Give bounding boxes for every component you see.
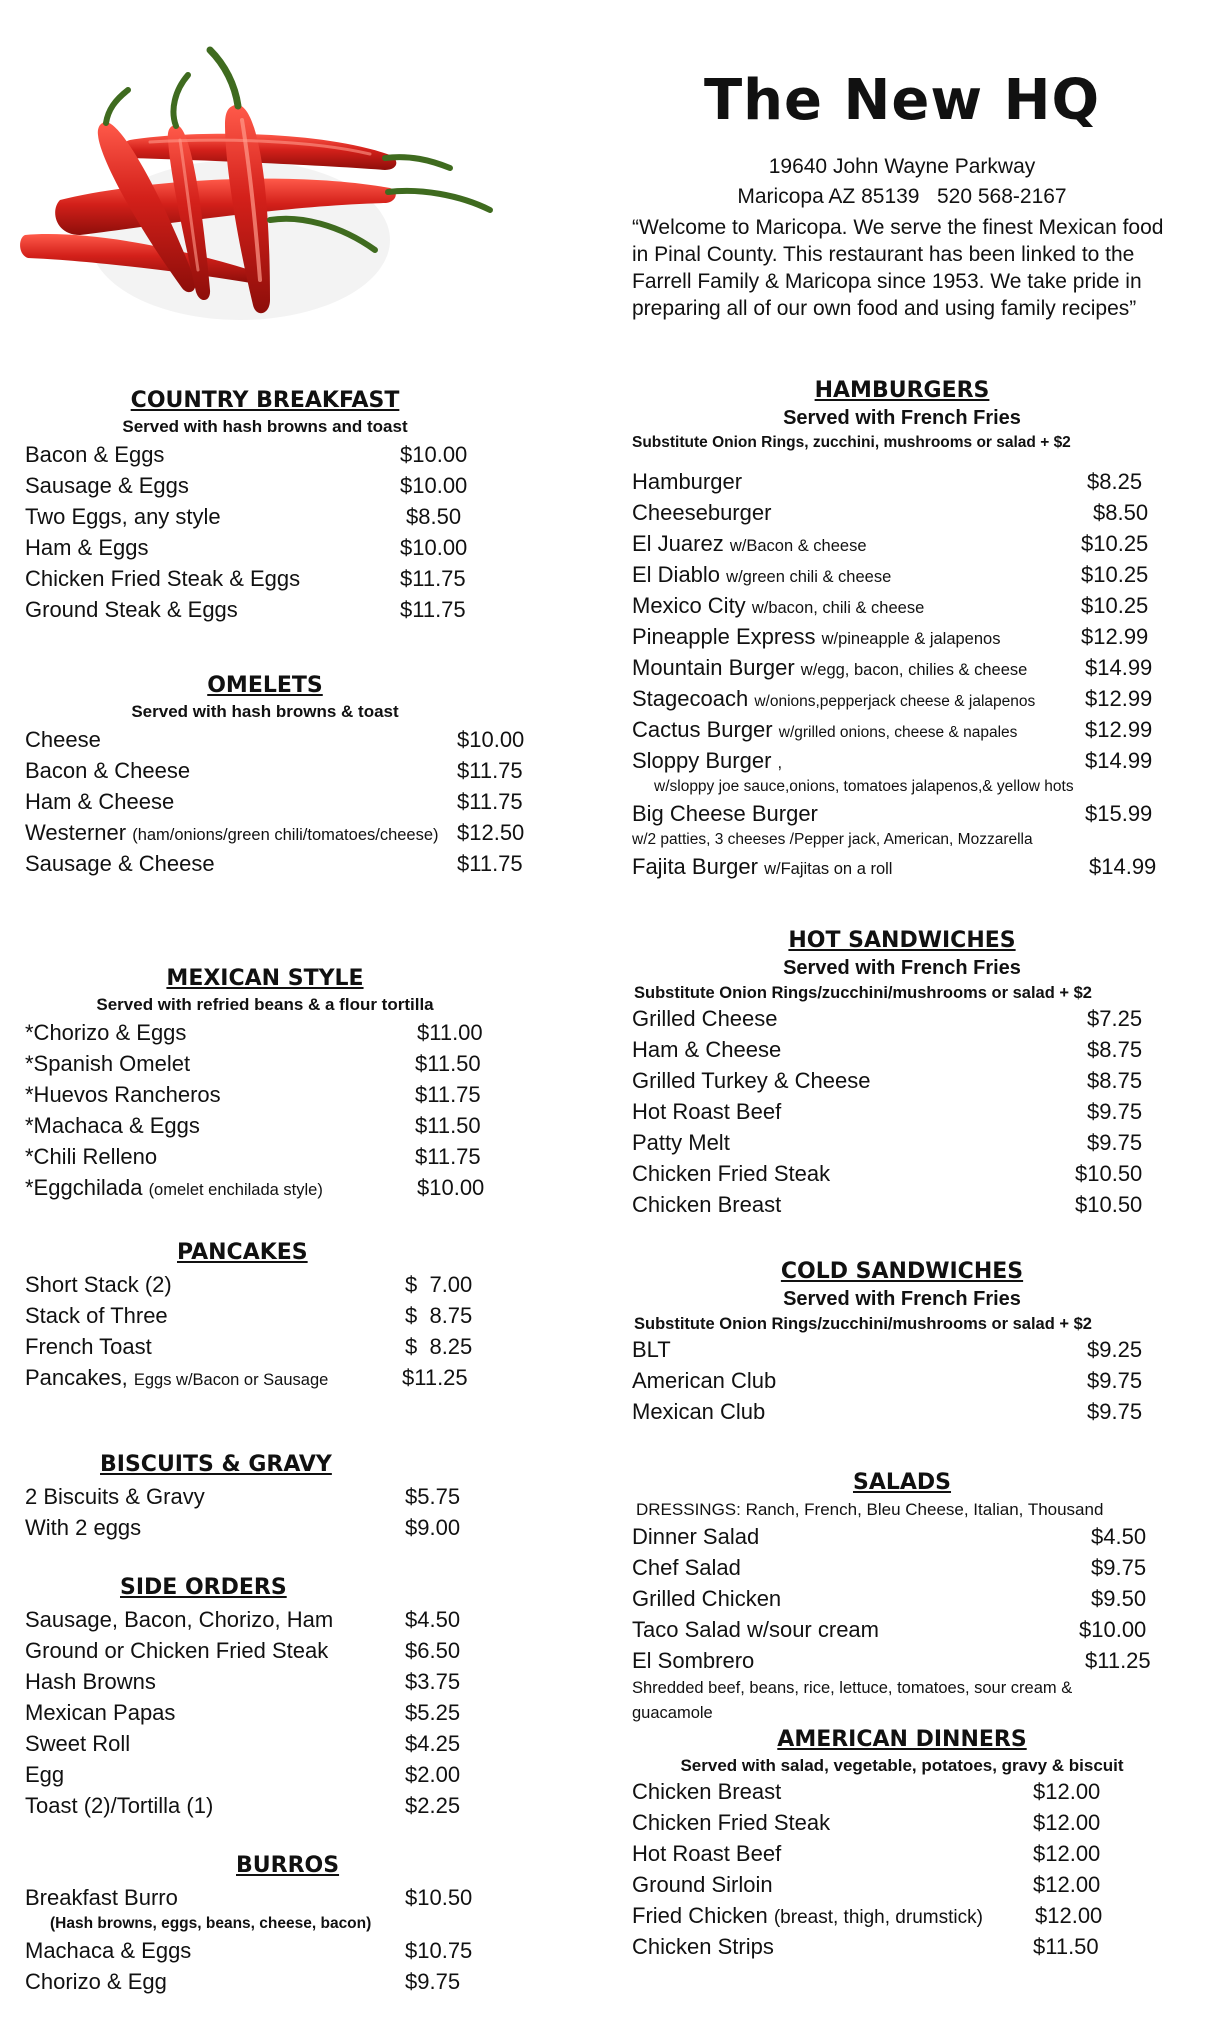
item-name: Two Eggs, any style: [25, 504, 221, 529]
section-subtitle: Served with refried beans & a flour tortilla: [96, 995, 434, 1014]
section-mexican-style: [25, 966, 545, 1203]
section-substitute-note: Substitute Onion Rings/zucchini/mushrooms or salad + $2: [634, 1315, 1092, 1333]
item-name: Short Stack (2): [25, 1272, 172, 1297]
menu-item: [632, 714, 1192, 745]
item-name: Bacon & Eggs: [25, 442, 165, 467]
item-name: Toast (2)/Tortilla (1): [25, 1793, 214, 1818]
item-name: Fajita Burger: [632, 854, 758, 879]
item-name: El Sombrero: [632, 1648, 755, 1673]
item-price: $3.75: [405, 1669, 461, 1694]
item-price: $15.99: [1085, 801, 1153, 826]
item-note: w/egg, bacon, chilies & cheese: [800, 661, 1028, 679]
item-name: Hash Browns: [25, 1669, 156, 1694]
item-price: $10.25: [1081, 531, 1149, 556]
item-price: $11.50: [415, 1051, 481, 1076]
section-title: HAMBURGERS: [814, 378, 990, 403]
section-title: COUNTRY BREAKFAST: [130, 388, 400, 413]
item-note: (omelet enchilada style): [148, 1181, 323, 1199]
menu-item: [25, 1300, 545, 1331]
item-name: Machaca & Eggs: [25, 1938, 192, 1963]
section-title: PANCAKES: [177, 1240, 308, 1265]
item-price: $7.25: [1087, 1006, 1143, 1031]
item-price: $5.25: [405, 1700, 461, 1725]
menu-item: [632, 1396, 1192, 1427]
item-name: Sausage & Cheese: [25, 851, 215, 876]
menu-item: [25, 1935, 545, 1966]
menu-item: [25, 1172, 545, 1203]
menu-item: [25, 1079, 545, 1110]
item-price: $4.50: [1091, 1524, 1147, 1549]
menu-item: [632, 590, 1192, 621]
menu-item: [25, 1966, 545, 1997]
menu-item: [632, 1034, 1192, 1065]
item-price: $10.25: [1081, 593, 1149, 618]
menu-item: [25, 1141, 545, 1172]
item-name: Mexico City: [632, 593, 746, 618]
menu-item: [25, 1790, 545, 1821]
item-note: w/pineapple & jalapenos: [821, 630, 1001, 648]
item-price: $10.00: [417, 1175, 485, 1200]
item-name: *Spanish Omelet: [25, 1051, 191, 1076]
menu-item: [632, 683, 1192, 714]
item-price: $4.50: [405, 1607, 461, 1632]
section-pancakes: [25, 1240, 545, 1393]
item-note: w/green chili & cheese: [726, 568, 892, 586]
item-name: Chicken Fried Steak: [632, 1810, 831, 1835]
menu-item: [632, 497, 1192, 528]
item-name: Cheese: [25, 727, 101, 752]
section-title: BURROS: [236, 1853, 340, 1878]
menu-item: [25, 1728, 545, 1759]
item-name: Chicken Fried Steak & Eggs: [25, 566, 301, 591]
item-name: 2 Biscuits & Gravy: [25, 1484, 205, 1509]
item-name: Breakfast Burro: [25, 1885, 178, 1910]
menu-item: [25, 817, 545, 848]
item-price: $9.75: [1087, 1130, 1143, 1155]
item-price: $14.99: [1089, 854, 1157, 879]
section-country-breakfast: [25, 388, 545, 625]
item-name: Big Cheese Burger: [632, 801, 818, 826]
item-note: ,: [777, 754, 783, 772]
menu-item: [632, 1869, 1192, 1900]
item-name: Stagecoach: [632, 686, 749, 711]
menu-item: [25, 501, 545, 532]
item-price: $11.50: [1033, 1934, 1099, 1959]
menu-item: [632, 1931, 1192, 1962]
item-price: $10.00: [457, 727, 525, 752]
menu-item: [25, 1362, 545, 1393]
item-name: Grilled Cheese: [632, 1006, 778, 1031]
section-title: SIDE ORDERS: [120, 1575, 287, 1600]
item-price: $9.75: [1091, 1555, 1147, 1580]
item-price: $10.50: [1075, 1192, 1143, 1217]
item-name: Dinner Salad: [632, 1524, 760, 1549]
item-name: Patty Melt: [632, 1130, 730, 1155]
menu-item: [25, 1110, 545, 1141]
item-price: $11.25: [402, 1365, 468, 1390]
section-title: BISCUITS & GRAVY: [100, 1452, 332, 1477]
section-american-dinners: [632, 1727, 1192, 1962]
item-name: Cactus Burger: [632, 717, 773, 742]
menu-item: [632, 1158, 1192, 1189]
menu-item: [632, 798, 1192, 829]
section-title: COLD SANDWICHES: [780, 1259, 1024, 1284]
item-name: American Club: [632, 1368, 777, 1393]
menu-item: [25, 1017, 545, 1048]
section-title: SALADS: [852, 1470, 952, 1495]
menu-item: [25, 1604, 545, 1635]
item-price: $2.00: [405, 1762, 461, 1787]
menu-item: [25, 1697, 545, 1728]
section-subtitle: Served with French Fries: [783, 957, 1021, 979]
item-price: $11.50: [415, 1113, 481, 1138]
item-price: $8.25: [1087, 469, 1143, 494]
menu-item: [632, 851, 1192, 882]
item-price: $10.00: [400, 535, 468, 560]
menu-item: [25, 724, 545, 755]
section-omelets: [25, 673, 545, 879]
item-note: w/bacon, chili & cheese: [751, 599, 925, 617]
section-subtitle: Served with hash browns and toast: [122, 417, 408, 436]
item-name: *Eggchilada: [25, 1175, 143, 1200]
item-name: Chicken Strips: [632, 1934, 774, 1959]
item-description: w/sloppy joe sauce,onions, tomatoes jalapenos,& yellow hots: [654, 778, 1074, 795]
welcome-text: “Welcome to Maricopa. We serve the finest Mexican food in Pinal County. This restaurant has been linked to the Farrell Family & Maricopa since 1953. We take pride in preparing all of our own food and using family recipes”: [632, 216, 1164, 320]
item-price: $10.00: [400, 473, 468, 498]
item-name: Ham & Cheese: [25, 789, 175, 814]
section-salads: [632, 1470, 1192, 1726]
section-cold-sandwiches: [632, 1259, 1192, 1427]
item-name: Westerner: [25, 820, 127, 845]
menu-item: [25, 786, 545, 817]
item-description: Shredded beef, beans, rice, lettuce, tomatoes, sour cream & guacamole: [632, 1679, 1073, 1722]
item-price: $2.25: [405, 1793, 461, 1818]
item-price: $ 8.25: [405, 1334, 473, 1359]
item-name: Sloppy Burger: [632, 748, 772, 773]
menu-item: [25, 1759, 545, 1790]
menu-item: [632, 652, 1192, 683]
item-price: $11.75: [400, 566, 466, 591]
item-price: $12.99: [1081, 624, 1149, 649]
item-price: $11.75: [415, 1144, 481, 1169]
menu-item: [25, 848, 545, 879]
item-name: *Chili Relleno: [25, 1144, 158, 1169]
menu-item: [632, 1807, 1192, 1838]
item-price: $5.75: [405, 1484, 461, 1509]
menu-item: [25, 1048, 545, 1079]
item-note: w/onions,pepperjack cheese & jalapenos: [754, 693, 1036, 710]
menu-item: [25, 1512, 545, 1543]
item-name: Fried Chicken: [632, 1903, 768, 1928]
item-price: $11.75: [400, 597, 466, 622]
menu-item: [632, 1552, 1192, 1583]
menu-item: [25, 439, 545, 470]
item-name: Chef Salad: [632, 1555, 741, 1580]
item-name: Ground or Chicken Fried Steak: [25, 1638, 329, 1663]
item-name: Grilled Turkey & Cheese: [632, 1068, 871, 1093]
section-title: AMERICAN DINNERS: [777, 1727, 1027, 1752]
address-line-1: 19640 John Wayne Parkway: [768, 155, 1036, 178]
section-side-orders: [25, 1575, 545, 1821]
item-price: $9.75: [1087, 1399, 1143, 1424]
item-price: $9.00: [405, 1515, 461, 1540]
section-subtitle: Served with French Fries: [783, 407, 1021, 429]
menu-item: [632, 1189, 1192, 1220]
item-name: Pineapple Express: [632, 624, 816, 649]
item-name: Hamburger: [632, 469, 743, 494]
item-name: El Diablo: [632, 562, 721, 587]
item-name: Chicken Fried Steak: [632, 1161, 831, 1186]
menu-item: [632, 1645, 1192, 1676]
item-price: $ 8.75: [405, 1303, 473, 1328]
item-price: $8.50: [1093, 500, 1149, 525]
section-subtitle: Served with French Fries: [783, 1288, 1021, 1310]
item-price: $11.75: [457, 851, 523, 876]
menu-item: [25, 1882, 545, 1913]
menu-item: [632, 745, 1192, 776]
item-price: $12.00: [1035, 1903, 1103, 1928]
item-name: Mexican Club: [632, 1399, 766, 1424]
menu-item: [25, 755, 545, 786]
item-price: $12.50: [457, 820, 525, 845]
item-name: French Toast: [25, 1334, 152, 1359]
menu-item: [632, 1838, 1192, 1869]
menu-item: [25, 594, 545, 625]
item-price: $14.99: [1085, 655, 1153, 680]
item-name: Sausage & Eggs: [25, 473, 189, 498]
menu-item: [632, 1583, 1192, 1614]
item-name: Sausage, Bacon, Chorizo, Ham: [25, 1607, 334, 1632]
menu-item: [632, 621, 1192, 652]
item-price: $12.00: [1033, 1841, 1101, 1866]
section-hamburgers: [632, 378, 1192, 882]
item-note: w/grilled onions, cheese & napales: [778, 724, 1018, 741]
item-price: $10.00: [400, 442, 468, 467]
item-note: (ham/onions/green chili/tomatoes/cheese): [132, 826, 439, 844]
section-title: OMELETS: [207, 673, 323, 698]
section-burros: [25, 1853, 545, 1997]
item-name: Pancakes,: [25, 1365, 128, 1390]
item-name: Bacon & Cheese: [25, 758, 191, 783]
item-name: Hot Roast Beef: [632, 1099, 782, 1124]
item-price: $ 7.00: [405, 1272, 473, 1297]
item-price: $11.75: [457, 758, 523, 783]
menu-item: [25, 470, 545, 501]
menu-item: [632, 1334, 1192, 1365]
menu-item: [632, 1127, 1192, 1158]
item-name: Sweet Roll: [25, 1731, 131, 1756]
item-price: $8.50: [406, 504, 462, 529]
section-subtitle: Served with hash browns & toast: [131, 702, 399, 721]
menu-item: [632, 1900, 1192, 1931]
red-chili-peppers-icon: [20, 30, 520, 340]
item-price: $12.00: [1033, 1779, 1101, 1804]
item-price: $11.00: [417, 1020, 483, 1045]
item-price: $12.99: [1085, 717, 1153, 742]
menu-item: [632, 1003, 1192, 1034]
item-description: (Hash browns, eggs, beans, cheese, bacon): [50, 1915, 372, 1932]
section-title: MEXICAN STYLE: [166, 966, 364, 991]
item-price: $11.75: [457, 789, 523, 814]
item-name: Chicken Breast: [632, 1779, 782, 1804]
menu-item: [25, 1269, 545, 1300]
menu-item: [25, 1666, 545, 1697]
item-name: Stack of Three: [25, 1303, 168, 1328]
section-title: HOT SANDWICHES: [788, 928, 1016, 953]
item-price: $4.25: [405, 1731, 461, 1756]
menu-item: [632, 1521, 1192, 1552]
item-name: Ham & Eggs: [25, 535, 149, 560]
section-hot-sandwiches: [632, 928, 1192, 1220]
item-price: $10.50: [1075, 1161, 1143, 1186]
menu-item: [632, 528, 1192, 559]
item-name: Mexican Papas: [25, 1700, 176, 1725]
menu-item: [25, 1331, 545, 1362]
item-price: $10.25: [1081, 562, 1149, 587]
item-name: El Juarez: [632, 531, 724, 556]
item-price: $9.25: [1087, 1337, 1143, 1362]
item-price: $11.25: [1085, 1648, 1151, 1673]
item-name: Taco Salad w/sour cream: [632, 1617, 879, 1642]
item-price: $9.75: [1087, 1368, 1143, 1393]
section-substitute-note: Substitute Onion Rings/zucchini/mushrooms or salad + $2: [634, 984, 1092, 1002]
item-name: Chorizo & Egg: [25, 1969, 167, 1994]
restaurant-name: The New HQ: [703, 68, 1101, 133]
menu-item: [25, 1481, 545, 1512]
item-note: w/Bacon & cheese: [729, 537, 867, 555]
menu-item: [632, 1065, 1192, 1096]
address-line-2: Maricopa AZ 85139 520 568-2167: [737, 185, 1067, 208]
item-price: $8.75: [1087, 1068, 1143, 1093]
item-name: Ground Steak & Eggs: [25, 597, 238, 622]
menu-item: [632, 466, 1192, 497]
menu-item: [632, 1365, 1192, 1396]
menu-item: [25, 563, 545, 594]
item-price: $9.75: [1087, 1099, 1143, 1124]
item-note: Eggs w/Bacon or Sausage: [133, 1371, 329, 1389]
item-name: Cheeseburger: [632, 500, 772, 525]
item-price: $14.99: [1085, 748, 1153, 773]
menu-item: [632, 1776, 1192, 1807]
item-note: w/Fajitas on a roll: [764, 860, 893, 878]
salad-dressings: DRESSINGS: Ranch, French, Bleu Cheese, Italian, Thousand: [636, 1500, 1104, 1519]
section-substitute-note: Substitute Onion Rings, zucchini, mushrooms or salad + $2: [632, 434, 1071, 451]
item-price: $12.00: [1033, 1810, 1101, 1835]
section-biscuits-gravy: [25, 1452, 545, 1543]
item-price: $10.00: [1079, 1617, 1147, 1642]
item-name: Ham & Cheese: [632, 1037, 782, 1062]
item-name: BLT: [632, 1337, 671, 1362]
item-price: $12.99: [1085, 686, 1153, 711]
item-price: $12.00: [1033, 1872, 1101, 1897]
menu-item: [632, 1614, 1192, 1645]
item-price: $10.75: [405, 1938, 473, 1963]
item-name: Mountain Burger: [632, 655, 795, 680]
menu-item: [25, 1635, 545, 1666]
item-name: *Chorizo & Eggs: [25, 1020, 187, 1045]
item-price: $11.75: [415, 1082, 481, 1107]
item-description: w/2 patties, 3 cheeses /Pepper jack, American, Mozzarella: [632, 831, 1033, 848]
item-name: Grilled Chicken: [632, 1586, 782, 1611]
item-name: Hot Roast Beef: [632, 1841, 782, 1866]
item-price: $9.75: [405, 1969, 461, 1994]
menu-item: [25, 532, 545, 563]
section-subtitle: Served with salad, vegetable, potatoes, gravy & biscuit: [680, 1756, 1124, 1775]
item-name: With 2 eggs: [25, 1515, 142, 1540]
item-price: $9.50: [1091, 1586, 1147, 1611]
item-price: $6.50: [405, 1638, 461, 1663]
item-price: $10.50: [405, 1885, 473, 1910]
item-name: Ground Sirloin: [632, 1872, 773, 1897]
item-name: Chicken Breast: [632, 1192, 782, 1217]
item-name: *Huevos Rancheros: [25, 1082, 221, 1107]
item-name: Egg: [25, 1762, 65, 1787]
item-name: *Machaca & Eggs: [25, 1113, 200, 1138]
menu-item: [632, 1096, 1192, 1127]
item-note: (breast, thigh, drumstick): [773, 1907, 983, 1928]
menu-item: [632, 559, 1192, 590]
item-price: $8.75: [1087, 1037, 1143, 1062]
